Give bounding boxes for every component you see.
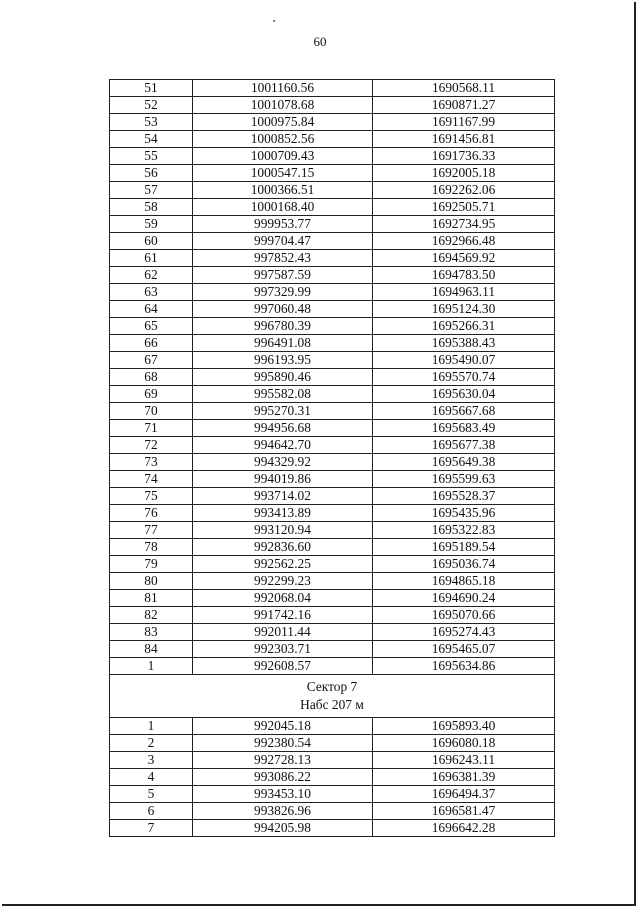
x-coordinate-cell: 993453.10 xyxy=(193,786,373,803)
y-coordinate-cell: 1696494.37 xyxy=(373,786,555,803)
table-row xyxy=(110,556,555,573)
point-number-cell: 75 xyxy=(110,488,193,505)
table-row xyxy=(110,803,555,820)
table-row xyxy=(110,80,555,97)
point-number-cell: 71 xyxy=(110,420,193,437)
point-number-cell: 54 xyxy=(110,131,193,148)
x-coordinate-cell: 995582.08 xyxy=(193,386,373,403)
point-number-cell: 79 xyxy=(110,556,193,573)
y-coordinate-cell: 1691456.81 xyxy=(373,131,555,148)
x-coordinate-cell: 993120.94 xyxy=(193,522,373,539)
x-coordinate-cell: 997587.59 xyxy=(193,267,373,284)
y-coordinate-cell: 1695677.38 xyxy=(373,437,555,454)
point-number-cell: 7 xyxy=(110,820,193,837)
point-number-cell: 66 xyxy=(110,335,193,352)
y-coordinate-cell: 1694690.24 xyxy=(373,590,555,607)
y-coordinate-cell: 1692734.95 xyxy=(373,216,555,233)
y-coordinate-cell: 1694963.11 xyxy=(373,284,555,301)
point-number-cell: 56 xyxy=(110,165,193,182)
point-number-cell: 60 xyxy=(110,233,193,250)
point-number-cell: 6 xyxy=(110,803,193,820)
table-row xyxy=(110,199,555,216)
point-number-cell: 73 xyxy=(110,454,193,471)
y-coordinate-cell: 1692005.18 xyxy=(373,165,555,182)
x-coordinate-cell: 997329.99 xyxy=(193,284,373,301)
table-row xyxy=(110,114,555,131)
table-row xyxy=(110,786,555,803)
point-number-cell: 59 xyxy=(110,216,193,233)
point-number-cell: 69 xyxy=(110,386,193,403)
page-number: 60 xyxy=(313,34,327,49)
table-row xyxy=(110,386,555,403)
table-row xyxy=(110,403,555,420)
point-number-cell: 67 xyxy=(110,352,193,369)
y-coordinate-cell: 1690568.11 xyxy=(373,80,555,97)
y-coordinate-cell: 1696381.39 xyxy=(373,769,555,786)
x-coordinate-cell: 1000975.84 xyxy=(193,114,373,131)
table-row xyxy=(110,718,555,735)
table-row xyxy=(110,488,555,505)
table-row xyxy=(110,250,555,267)
table-row xyxy=(110,539,555,556)
table-row xyxy=(110,437,555,454)
point-number-cell: 58 xyxy=(110,199,193,216)
x-coordinate-cell: 992608.57 xyxy=(193,658,373,675)
point-number-cell: 4 xyxy=(110,769,193,786)
table-row xyxy=(110,267,555,284)
table-body-part2 xyxy=(110,718,555,837)
y-coordinate-cell: 1695388.43 xyxy=(373,335,555,352)
y-coordinate-cell: 1695070.66 xyxy=(373,607,555,624)
y-coordinate-cell: 1695322.83 xyxy=(373,522,555,539)
point-number-cell: 5 xyxy=(110,786,193,803)
section-header-cell xyxy=(110,675,555,718)
table-row xyxy=(110,97,555,114)
table-row xyxy=(110,182,555,199)
point-number-cell: 78 xyxy=(110,539,193,556)
y-coordinate-cell: 1695630.04 xyxy=(373,386,555,403)
y-coordinate-cell: 1695528.37 xyxy=(373,488,555,505)
x-coordinate-cell: 995270.31 xyxy=(193,403,373,420)
point-number-cell: 77 xyxy=(110,522,193,539)
x-coordinate-cell: 993826.96 xyxy=(193,803,373,820)
y-coordinate-cell: 1695465.07 xyxy=(373,641,555,658)
x-coordinate-cell: 994205.98 xyxy=(193,820,373,837)
table-row xyxy=(110,522,555,539)
point-number-cell: 76 xyxy=(110,505,193,522)
x-coordinate-cell: 992836.60 xyxy=(193,539,373,556)
point-number-cell: 72 xyxy=(110,437,193,454)
table-row xyxy=(110,590,555,607)
x-coordinate-cell: 999704.47 xyxy=(193,233,373,250)
x-coordinate-cell: 996193.95 xyxy=(193,352,373,369)
section-header-body xyxy=(110,675,555,718)
x-coordinate-cell: 1001078.68 xyxy=(193,97,373,114)
scan-speck xyxy=(273,20,275,22)
table-row xyxy=(110,820,555,837)
y-coordinate-cell: 1695683.49 xyxy=(373,420,555,437)
x-coordinate-cell: 995890.46 xyxy=(193,369,373,386)
table-row xyxy=(110,658,555,675)
table-row xyxy=(110,769,555,786)
table-row xyxy=(110,607,555,624)
y-coordinate-cell: 1691167.99 xyxy=(373,114,555,131)
x-coordinate-cell: 994956.68 xyxy=(193,420,373,437)
x-coordinate-cell: 994019.86 xyxy=(193,471,373,488)
table-row xyxy=(110,318,555,335)
x-coordinate-cell: 999953.77 xyxy=(193,216,373,233)
point-number-cell: 81 xyxy=(110,590,193,607)
table-row xyxy=(110,505,555,522)
point-number-cell: 84 xyxy=(110,641,193,658)
x-coordinate-cell: 992045.18 xyxy=(193,718,373,735)
table-row xyxy=(110,165,555,182)
point-number-cell: 70 xyxy=(110,403,193,420)
y-coordinate-cell: 1694865.18 xyxy=(373,573,555,590)
table-row xyxy=(110,624,555,641)
y-coordinate-cell: 1696581.47 xyxy=(373,803,555,820)
y-coordinate-cell: 1692505.71 xyxy=(373,199,555,216)
y-coordinate-cell: 1696080.18 xyxy=(373,735,555,752)
table-row xyxy=(110,752,555,769)
y-coordinate-cell: 1695599.63 xyxy=(373,471,555,488)
table-row xyxy=(110,735,555,752)
y-coordinate-cell: 1695274.43 xyxy=(373,624,555,641)
point-number-cell: 83 xyxy=(110,624,193,641)
point-number-cell: 1 xyxy=(110,718,193,735)
x-coordinate-cell: 994329.92 xyxy=(193,454,373,471)
x-coordinate-cell: 992011.44 xyxy=(193,624,373,641)
point-number-cell: 64 xyxy=(110,301,193,318)
y-coordinate-cell: 1695667.68 xyxy=(373,403,555,420)
point-number-cell: 61 xyxy=(110,250,193,267)
y-coordinate-cell: 1695649.38 xyxy=(373,454,555,471)
x-coordinate-cell: 1000709.43 xyxy=(193,148,373,165)
x-coordinate-cell: 993086.22 xyxy=(193,769,373,786)
point-number-cell: 51 xyxy=(110,80,193,97)
y-coordinate-cell: 1695124.30 xyxy=(373,301,555,318)
point-number-cell: 53 xyxy=(110,114,193,131)
table-row xyxy=(110,471,555,488)
y-coordinate-cell: 1695266.31 xyxy=(373,318,555,335)
table-row xyxy=(110,454,555,471)
table-row xyxy=(110,148,555,165)
x-coordinate-cell: 1000168.40 xyxy=(193,199,373,216)
table-row xyxy=(110,216,555,233)
table-row xyxy=(110,284,555,301)
point-number-cell: 55 xyxy=(110,148,193,165)
y-coordinate-cell: 1695189.54 xyxy=(373,539,555,556)
y-coordinate-cell: 1691736.33 xyxy=(373,148,555,165)
y-coordinate-cell: 1695634.86 xyxy=(373,658,555,675)
x-coordinate-cell: 1000366.51 xyxy=(193,182,373,199)
y-coordinate-cell: 1692262.06 xyxy=(373,182,555,199)
section-header-row xyxy=(110,675,555,718)
table-row xyxy=(110,131,555,148)
x-coordinate-cell: 996780.39 xyxy=(193,318,373,335)
x-coordinate-cell: 992728.13 xyxy=(193,752,373,769)
table-row xyxy=(110,641,555,658)
x-coordinate-cell: 1000852.56 xyxy=(193,131,373,148)
x-coordinate-cell: 997060.48 xyxy=(193,301,373,318)
point-number-cell: 74 xyxy=(110,471,193,488)
y-coordinate-cell: 1696642.28 xyxy=(373,820,555,837)
point-number-cell: 82 xyxy=(110,607,193,624)
x-coordinate-cell: 993413.89 xyxy=(193,505,373,522)
table-row xyxy=(110,301,555,318)
x-coordinate-cell: 997852.43 xyxy=(193,250,373,267)
x-coordinate-cell: 1000547.15 xyxy=(193,165,373,182)
x-coordinate-cell: 992562.25 xyxy=(193,556,373,573)
y-coordinate-cell: 1695893.40 xyxy=(373,718,555,735)
y-coordinate-cell: 1692966.48 xyxy=(373,233,555,250)
point-number-cell: 2 xyxy=(110,735,193,752)
x-coordinate-cell: 994642.70 xyxy=(193,437,373,454)
y-coordinate-cell: 1695490.07 xyxy=(373,352,555,369)
y-coordinate-cell: 1696243.11 xyxy=(373,752,555,769)
table-row xyxy=(110,573,555,590)
table-body-part1 xyxy=(110,80,555,675)
x-coordinate-cell: 993714.02 xyxy=(193,488,373,505)
table-row xyxy=(110,352,555,369)
section-subtitle: Набс 207 м xyxy=(300,697,364,712)
point-number-cell: 68 xyxy=(110,369,193,386)
point-number-cell: 3 xyxy=(110,752,193,769)
y-coordinate-cell: 1694783.50 xyxy=(373,267,555,284)
table-row xyxy=(110,420,555,437)
y-coordinate-cell: 1695570.74 xyxy=(373,369,555,386)
point-number-cell: 57 xyxy=(110,182,193,199)
y-coordinate-cell: 1690871.27 xyxy=(373,97,555,114)
x-coordinate-cell: 992380.54 xyxy=(193,735,373,752)
coordinates-table xyxy=(109,79,555,837)
point-number-cell: 80 xyxy=(110,573,193,590)
y-coordinate-cell: 1695435.96 xyxy=(373,505,555,522)
section-title: Сектор 7 xyxy=(306,679,358,694)
x-coordinate-cell: 996491.08 xyxy=(193,335,373,352)
y-coordinate-cell: 1694569.92 xyxy=(373,250,555,267)
point-number-cell: 63 xyxy=(110,284,193,301)
table-row xyxy=(110,233,555,250)
table-row xyxy=(110,369,555,386)
point-number-cell: 52 xyxy=(110,97,193,114)
x-coordinate-cell: 991742.16 xyxy=(193,607,373,624)
point-number-cell: 62 xyxy=(110,267,193,284)
x-coordinate-cell: 992303.71 xyxy=(193,641,373,658)
y-coordinate-cell: 1695036.74 xyxy=(373,556,555,573)
point-number-cell: 65 xyxy=(110,318,193,335)
table-row xyxy=(110,335,555,352)
point-number-cell: 1 xyxy=(110,658,193,675)
x-coordinate-cell: 992299.23 xyxy=(193,573,373,590)
x-coordinate-cell: 992068.04 xyxy=(193,590,373,607)
x-coordinate-cell: 1001160.56 xyxy=(193,80,373,97)
